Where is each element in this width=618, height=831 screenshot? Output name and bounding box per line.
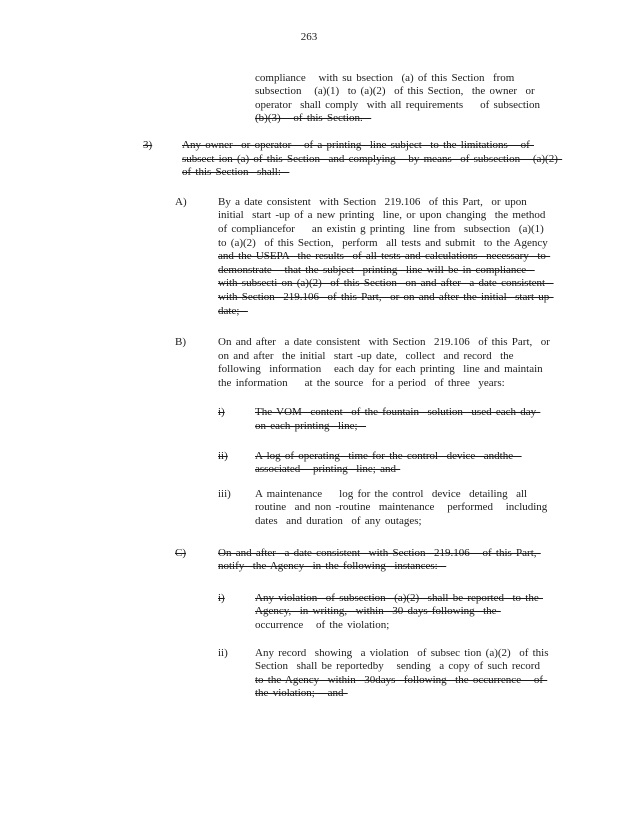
text-line: dates and duration of any outages;	[255, 515, 422, 528]
continuation-paragraph	[0, 72, 618, 126]
list-item-3	[0, 139, 618, 180]
text-line: A maintenance log for the control device detailing all	[255, 487, 528, 500]
text-line-struck: Any violation of subsection (a)(2) shall be reported to the	[255, 591, 543, 604]
text-line: initial start -up of a new printing line, or upon changing the method	[218, 209, 546, 222]
list-item-B	[0, 336, 618, 390]
list-item-A	[0, 196, 618, 318]
paragraph-text	[255, 592, 543, 633]
item-marker: iii)	[218, 487, 231, 500]
text-line-struck: with Section 219.106 of this Part, or on and after the initial start up	[218, 290, 554, 303]
document-page	[0, 31, 618, 831]
text-line-struck: the violation; and	[255, 687, 348, 700]
text-line-struck: notify the Agency in the following instances:	[218, 560, 447, 573]
text-line-struck: Agency, in writing, within 30 days following the	[255, 605, 501, 618]
text-line-struck: and the USEPA the results of all tests and calculations necessary to	[218, 250, 551, 263]
text-line-struck: On and after a date consistent with Section 219.106 of this Part,	[218, 546, 541, 559]
paragraph-text	[218, 547, 541, 574]
text-line-struck: with subsecti on (a)(2) of this Section on and after a date consistent	[218, 277, 554, 290]
list-item-C	[0, 547, 618, 574]
text-line: occurrence of the violation;	[255, 619, 390, 631]
item-marker: i)	[218, 591, 225, 604]
item-marker: B)	[175, 336, 186, 349]
list-item-C-ii	[0, 647, 618, 701]
paragraph-text	[182, 139, 562, 180]
page-number: 263	[300, 31, 318, 43]
text-line: following information each day for each printing line and maintain	[218, 363, 543, 376]
paragraph-text	[255, 488, 547, 529]
item-marker: i)	[218, 406, 225, 419]
paragraph-text	[255, 406, 540, 433]
item-marker: ii)	[218, 646, 228, 659]
item-marker: 3)	[143, 138, 153, 151]
text-line: routine and non -routine maintenance performed including	[255, 501, 548, 514]
text-line: On and after a date consistent with Section 219.106 of this Part, or	[218, 336, 550, 349]
text-line: Section shall be reportedby sending a copy of such record	[255, 660, 540, 673]
text-line: of compliancefor an existin g printing line from subsection (a)(1)	[218, 222, 544, 235]
text-line-struck: of this Section shall:	[182, 166, 290, 179]
text-line-struck: A log of operating time for the control device andthe	[255, 449, 522, 462]
text-line: Any record showing a violation of subsec tion (a)(2) of this	[255, 646, 549, 659]
list-item-B-i	[0, 406, 618, 433]
text-line: to (a)(2) of this Section, perform all tests and submit to the Agency	[218, 236, 548, 249]
list-item-C-i	[0, 592, 618, 633]
text-line-struck: associated printing line; and	[255, 463, 401, 476]
text-line-struck: demonstrate that the subject printing line will be in compliance	[218, 263, 535, 276]
text-line: subsection (a)(1) to (a)(2) of this Section, the owner or	[255, 85, 535, 98]
text-line-struck: date;	[218, 304, 248, 317]
paragraph-text	[255, 647, 549, 701]
list-item-B-iii	[0, 488, 618, 529]
text-line-struck: subsect ion (a) of this Section and complying by means of subsection (a)(2)	[182, 152, 563, 165]
text-line-struck: Any owner or operator of a printing line subject to the limitations of	[182, 138, 534, 151]
paragraph-text	[218, 196, 554, 318]
item-marker: C)	[175, 546, 186, 559]
text-line-struck: to the Agency within 30days following the occurrence of	[255, 673, 548, 686]
paragraph-text	[218, 336, 550, 390]
text-line: compliance with su bsection (a) of this Section from	[255, 71, 515, 84]
text-line: on and after the initial start -up date, collect and record the	[218, 349, 514, 362]
text-line-struck: (b)(3) of this Section.	[255, 112, 372, 125]
text-line: By a date consistent with Section 219.106 of this Part, or upon	[218, 195, 527, 208]
text-line-struck: on each printing line;	[255, 420, 367, 433]
paragraph-text	[255, 450, 522, 477]
item-marker: A)	[175, 195, 187, 208]
list-item-B-ii	[0, 450, 618, 477]
text-line: operator shall comply with all requirements of subsection	[255, 98, 540, 111]
text-line: the information at the source for a period of three years:	[218, 376, 505, 389]
item-marker: ii)	[218, 449, 228, 462]
text-line-struck: The VOM content of the fountain solution used each day	[255, 406, 541, 419]
paragraph-text	[255, 72, 540, 126]
